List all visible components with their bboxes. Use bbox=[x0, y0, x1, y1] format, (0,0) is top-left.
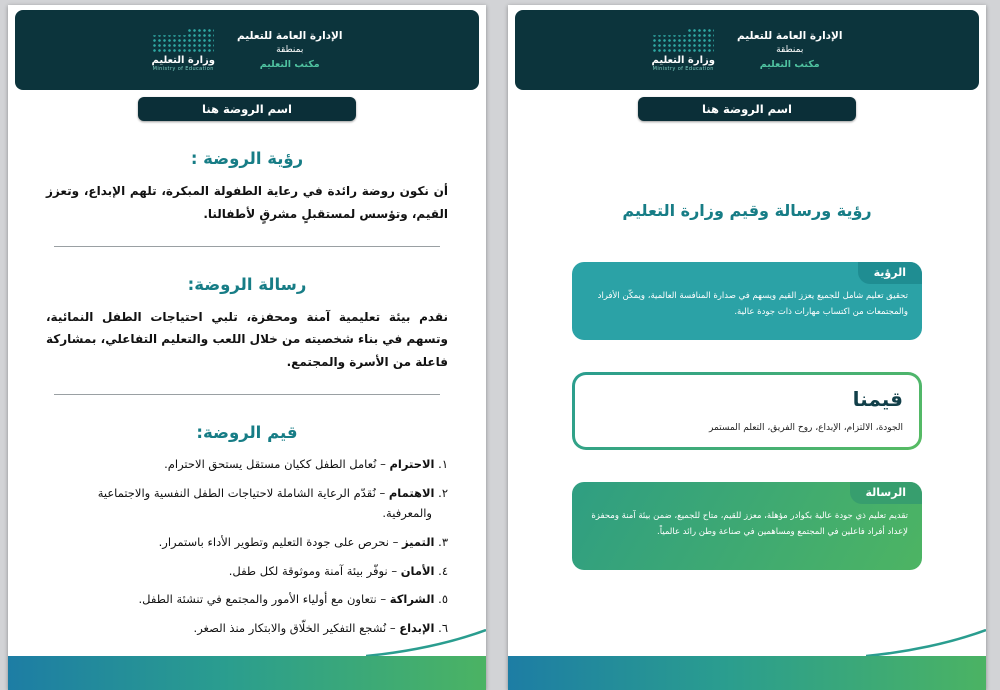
ministry-logo-dots-icon bbox=[152, 28, 214, 52]
ministry-logo-subtitle: Ministry of Education bbox=[652, 66, 714, 72]
value-term: التميز bbox=[401, 535, 435, 550]
values-list bbox=[46, 454, 448, 639]
mission-heading: رسالة الروضة: bbox=[187, 274, 307, 294]
ministry-logo bbox=[152, 28, 215, 72]
left-page-content bbox=[8, 149, 486, 639]
ministry-logo-dots-icon bbox=[652, 28, 714, 52]
footer-curve-icon bbox=[366, 629, 486, 657]
footer-curve-icon bbox=[866, 629, 986, 657]
ministry-logo bbox=[652, 28, 715, 72]
document-page-left bbox=[8, 5, 486, 690]
document-page-right bbox=[508, 5, 986, 690]
section-divider bbox=[54, 246, 440, 247]
value-description: – نحرص على جودة التعليم وتطوير الأداء باستمرار. bbox=[158, 535, 402, 550]
value-number: ١. bbox=[438, 456, 448, 471]
value-term: الأمان bbox=[400, 563, 435, 578]
value-item bbox=[46, 532, 448, 553]
value-term: الاهتمام bbox=[388, 485, 435, 500]
department-text bbox=[237, 28, 343, 73]
section-divider bbox=[54, 394, 440, 395]
department-line-3: مكتب التعليم bbox=[759, 58, 820, 70]
ministry-logo-title: وزارة التعليم bbox=[151, 55, 215, 66]
department-line-2: بمنطقة bbox=[276, 44, 304, 55]
values-heading: قيم الروضة: bbox=[196, 422, 298, 442]
vision-heading: رؤية الروضة : bbox=[190, 149, 304, 168]
moe-mission-card bbox=[572, 482, 922, 570]
value-item bbox=[46, 589, 448, 610]
ministry-header bbox=[15, 10, 479, 90]
value-number: ٦. bbox=[438, 621, 448, 636]
ministry-logo-subtitle: Ministry of Education bbox=[152, 66, 214, 72]
moe-values-card bbox=[572, 372, 922, 450]
value-number: ٢. bbox=[438, 485, 448, 500]
department-text bbox=[737, 28, 843, 73]
moe-vision-card-text: تحقيق تعليم شامل للجميع يعزز القيم ويسهم في صدارة المنافسة العالمية، ويمكّن الأفراد والمجتمعات من اكتساب مهارات ذات جودة عالية. bbox=[597, 291, 908, 317]
value-description: – نُعامل الطفل ككيان مستقل يستحق الاحترام. bbox=[164, 456, 390, 471]
vision-paragraph: أن نكون روضة رائدة في رعاية الطفولة المبكرة، تلهم الإبداع، وتعزز القيم، وتؤسس لمستقبلٍ مشرقٍ لأطفالنا. bbox=[46, 184, 448, 221]
page-footer-band bbox=[508, 656, 986, 690]
moe-vision-card-tab: الرؤية bbox=[858, 262, 922, 284]
value-description: – نُشجع التفكير الخلّاق والابتكار منذ الصغر. bbox=[193, 621, 400, 636]
value-description: – نُقدّم الرعاية الشاملة لاحتياجات الطفل النفسية والاجتماعية والمعرفية. bbox=[97, 485, 432, 521]
kindergarten-name-banner: اسم الروضة هنا bbox=[638, 97, 856, 121]
value-item bbox=[46, 454, 448, 475]
value-number: ٥. bbox=[438, 592, 448, 607]
value-item bbox=[46, 561, 448, 582]
value-item bbox=[46, 483, 448, 524]
department-line-1: الإدارة العامة للتعليم bbox=[736, 29, 843, 42]
page-footer-band bbox=[8, 656, 486, 690]
moe-cards bbox=[508, 262, 986, 570]
department-line-1: الإدارة العامة للتعليم bbox=[236, 29, 343, 42]
moe-values-card-label: قيمنا bbox=[852, 387, 903, 411]
value-number: ٤. bbox=[438, 563, 448, 578]
value-number: ٣. bbox=[438, 535, 448, 550]
moe-values-card-inner bbox=[575, 375, 919, 447]
moe-vision-title: رؤية ورسالة وقيم وزارة التعليم bbox=[622, 201, 872, 220]
kindergarten-name-banner: اسم الروضة هنا bbox=[138, 97, 356, 121]
ministry-logo-title: وزارة التعليم bbox=[651, 55, 715, 66]
ministry-header bbox=[515, 10, 979, 90]
value-description: – نتعاون مع أولياء الأمور والمجتمع في تنشئة الطفل. bbox=[138, 592, 390, 607]
moe-mission-card-text: تقديم تعليم ذي جودة عالية بكوادر مؤهلة، معزز للقيم، متاح للجميع، ضمن بيئة آمنة ومحفزة لإعداد أفراد فاعلين في المجتمع ومساهمين في صناعة وطن رائد عالمياً. bbox=[591, 511, 908, 537]
mission-paragraph: نقدم بيئة تعليمية آمنة ومحفزة، تلبي احتياجات الطفل النمائية، وتسهم في بناء شخصيته من خلال اللعب والتعليم التفاعلي، بمشاركة فاعلة من الأسرة والمجتمع. bbox=[46, 309, 448, 370]
value-description: – نوفّر بيئة آمنة وموثوقة لكل طفل. bbox=[228, 563, 401, 578]
value-term: الاحترام bbox=[389, 456, 435, 471]
moe-values-card-text: الجودة، الالتزام، الإبداع، روح الفريق، التعلم المستمر bbox=[709, 423, 903, 433]
value-term: الإبداع bbox=[399, 621, 435, 636]
moe-mission-card-tab: الرسالة bbox=[850, 482, 923, 504]
department-line-3: مكتب التعليم bbox=[259, 58, 320, 70]
value-term: الشراكة bbox=[389, 592, 435, 607]
department-line-2: بمنطقة bbox=[776, 44, 804, 55]
moe-vision-card bbox=[572, 262, 922, 340]
